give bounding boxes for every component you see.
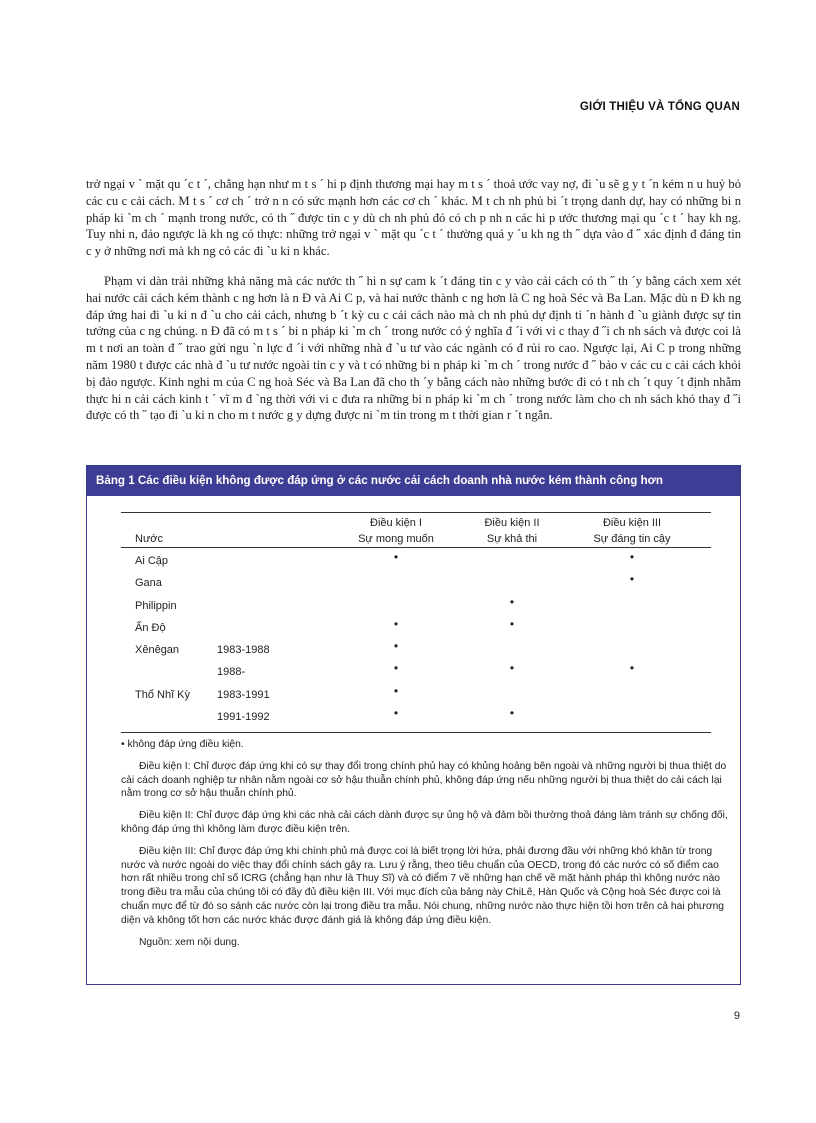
period-cell: 1988- (217, 666, 246, 679)
mark-condition-2: • (509, 706, 515, 721)
condition-2-note: Điều kiện II: Chỉ được đáp ứng khi các nhà cải cách dành được sự ủng hộ và đảm bồi thường thoả đáng làm tránh sự chống đối, không đáp ứng thì không làm được điều kiện trên. (121, 810, 728, 835)
mark-condition-3: • (629, 661, 635, 676)
condition-3-note: Điều kiện III: Chỉ được đáp ứng khi chính phủ mà được coi là biết trọng lời hứa, phải đương đầu với những khó khăn từ trong nước và nước ngoài do việc thay đổi chính sách gây ra. Lưu ý rằng, theo tiêu chuẩn của OECD, trong đó các nước có số điểm cao hơn rất nhiều trong chỉ số ICRG (chẳng hạn như là Thuy Sĩ) và có điểm 7 về những hạn chế về mặt hành pháp thì không nước nào trong điều tra mẫu của chúng tôi có đầy đủ điều kiện III. Với mục đích của bảng này ChiLê, Hàn Quốc và Cộng hoà Séc được coi là chuẩn mực để từ đó so sánh các nước còn lại trong điều tra mẫu. Nói chung, những nước nào thực hiện tồi hơn trên cả hai phương diện và không tốt hơn các nước khác được đánh giá là không đáp ứng điều kiện. (121, 845, 725, 926)
mark-condition-1: • (393, 616, 399, 631)
table-row (121, 662, 711, 684)
mark-condition-1: • (393, 639, 399, 654)
country-cell: Philippin (135, 599, 177, 612)
period-cell: 1983-1991 (217, 688, 270, 701)
table-row (121, 685, 711, 707)
mark-condition-1: • (393, 683, 399, 698)
table-title: Bảng 1 Các điều kiện không được đáp ứng ở các nước cải cách doanh nhà nước kém thành công hơn (87, 466, 740, 496)
table-row (121, 707, 711, 729)
country-cell: Ấn Độ (135, 621, 166, 634)
column-header-1-bottom: Sự mong muốn (358, 533, 434, 545)
column-header-3-top: Điều kiện III (602, 517, 662, 529)
column-header-2-bottom: Sự khả thi (486, 533, 538, 545)
row-header-country: Nước (135, 533, 164, 545)
body-paragraph: trở ngại v ` mặt qu ´c t ´, chẳng hạn như m t s ´ hi p định thương mại hay m t s ´ thoả ước vay nợ, đi `u sẽ g y t ´n kém n u huỷ bỏ các cu c cải cách. M t s ´ cơ ch ´ trở n n có sức mạnh hơn các cơ ch ´ khác. M t ch nh phủ bi ´t trọng danh dự, hay có những bi n pháp ki `m ch ´ mạnh trong nước, có th ˝ được tin c y dù ch nh phủ đó có ch p nh n các hi p ước thương mại qu ´c t ´ hay kh ng. Tuy nhi n, đảo ngược là kh ng có thực: những trở ngại v ` mặt qu ´c t ´ thường quá y ´u kh ng th ˝ dựa vào đ ˝ xác định đ đáng tin c y ở những nơi mà kh ng có các đi `u ki n khác. (86, 177, 741, 259)
mark-condition-2: • (509, 616, 515, 631)
body-paragraph: Phạm vi dàn trải những khả năng mà các nước th ˝ hi n sự cam k ´t đáng tin c y vào cải cách có th ˝ th ´y bằng cách xem xét hai nước cải cách kém thành c ng hơn là n Đ và Ai C p, và hai nước thành c ng hơn là C ng hoà Séc và Ba Lan. Mặc dù n Đ kh ng đáp ứng hai đi `u ki n đ `u cho cải cách, nhưng b ´t kỳ cu c cải cách nào mà ch nh phủ dự định ti ´n hành đ `u giành được sự tin tưởng của c ng chúng. n Đ đã có m t s ´ bi n pháp ki `m ch ´ trong nước có ý nghĩa đ ´i với vi c thay đ ˝i ch nh sách và được coi là m t nơi an toàn đ ˝ trao gửi ngu `n lực đ ´i với những nhà đ `u tư vào các ngành có đ rủi ro cao. Ngược lại, Ai C p trong những năm 1980 t được các nhà đ `u tư nước ngoài tin c y và t có những bi n pháp ki `m ch ´ trong nước đ ˝ bảo v các cu c cải cách khỏi bị đảo ngược. Kinh nghi m của C ng hoà Séc và Ba Lan đã cho th ´y bằng cách nào những bước đi có t nh ch ´t quy ´t định nhằm thực hi n cải cách kinh t ´ vĩ m đ `ng thời với vi c đưa ra những bi n pháp ki `m ch ´ trong nước làm cho ch nh sách khó thay đ ˝i được có th ˝ tạo đi `u ki n cho m t nước g y dựng được ni `m tin trong m t thời gian r ´t ngắn. (86, 273, 741, 423)
mark-condition-1: • (393, 550, 399, 564)
column-header-1-top: Điều kiện I (370, 517, 422, 529)
mark-condition-2: • (509, 661, 515, 676)
running-header: GIỚI THIỆU VÀ TỔNG QUAN (579, 101, 740, 113)
table-row (121, 596, 711, 618)
table-notes (121, 738, 729, 957)
mark-condition-3: • (629, 572, 635, 587)
country-cell: Ai Cập (135, 555, 169, 567)
mark-condition-2: • (509, 594, 515, 609)
page-number: 9 (733, 1010, 740, 1022)
table-row (121, 640, 711, 662)
column-header-3-bottom: Sự đáng tin cậy (593, 533, 671, 545)
mark-condition-1: • (393, 706, 399, 721)
table-box (86, 465, 741, 985)
conditions-table (121, 512, 711, 733)
condition-1-note: Điều kiện I: Chỉ được đáp ứng khi có sự thay đổi trong chính phủ hay có khủng hoảng bên ngoài và những người bị thua thiệt do cải cách doanh nghiệp tư nhân nằm ngoài cơ sở hậu thuẫn chính phủ, không đáp ứng nếu những người bị thua thiệt do cải cách lại nằm trong cơ sở hậu thuẫn chính phủ. (121, 760, 727, 800)
table-header (121, 513, 711, 547)
period-cell: 1991-1992 (217, 711, 270, 724)
table-body (121, 548, 711, 729)
body-text (86, 176, 741, 437)
period-cell: 1983-1988 (217, 644, 270, 657)
source-note: Nguồn: xem nội dung. (139, 936, 240, 948)
table-bottom-rule (121, 732, 711, 733)
mark-condition-3: • (629, 550, 635, 564)
table-row (121, 573, 711, 595)
table-row (121, 551, 711, 573)
country-cell: Gana (135, 577, 162, 590)
legend-note: • không đáp ứng điều kiện. (121, 739, 244, 750)
country-cell: Xênêgan (135, 644, 180, 657)
column-header-2-top: Điều kiện II (484, 517, 540, 529)
mark-condition-1: • (393, 661, 399, 676)
table-row (121, 618, 711, 640)
country-cell: Thổ Nhĩ Kỳ (135, 688, 191, 701)
